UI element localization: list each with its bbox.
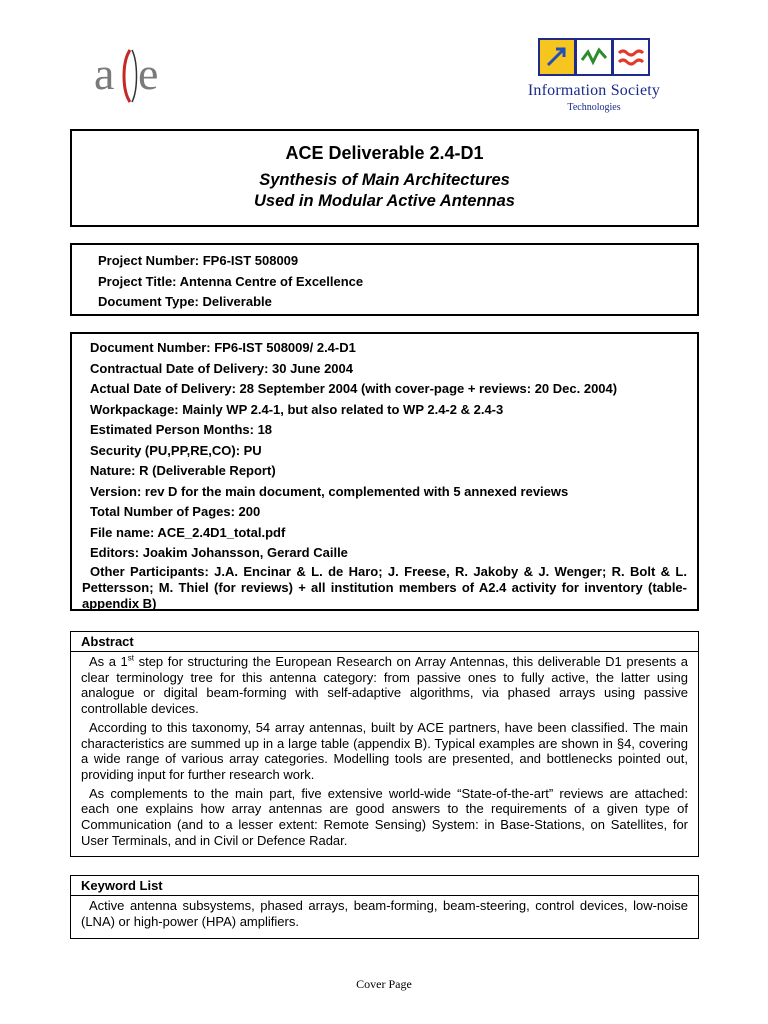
ist-logo-name: Information Society (527, 82, 661, 99)
project-title: Project Title: Antenna Centre of Excellence (98, 273, 364, 289)
abstract-p1-rest: step for structuring the European Research on Array Antennas, this deliverable D1 presents a clear terminology tree for this antenna category: from passive ones to fully active, the latter using analogue or digital beam-forming with self-adaptive algorithms, via phased arrays using passive controllable devices. (81, 654, 688, 717)
keyword-heading: Keyword List (71, 876, 698, 896)
ist-logo (510, 36, 678, 116)
abstract-paragraph-2: According to this taxonomy, 54 array antennas, built by ACE partners, have been classified. The main characteristics are summed up in a large table (appendix B). Typical examples are shown in §4, covering a wide range of various array categories. Modelling tools are presented, and bottlenecks pointed out, providing input for further research work. (81, 719, 688, 782)
subtitle-line-1: Synthesis of Main Architectures (259, 171, 510, 189)
file-name: File name: ACE_2.4D1_total.pdf (90, 524, 286, 540)
person-months: Estimated Person Months: 18 (90, 422, 273, 437)
abstract-paragraph-3: As complements to the main part, five extensive world-wide “State-of-the-art” reviews are attached: each one explains how array antennas are good answers to the requirements of a given type of Communication (and to a lesser extent: Remote Sensing) System: in Base-Stations, on Satellites, for User Terminals, and in Civil or Defence Radar. (81, 785, 688, 848)
ist-logo-sub: Technologies (567, 102, 621, 113)
security: Security (PU,PP,RE,CO): PU (90, 442, 262, 458)
other-participants (82, 564, 687, 612)
total-pages: Total Number of Pages: 200 (90, 504, 261, 519)
page-footer: Cover Page (356, 977, 412, 991)
document-type: Document Type: Deliverable (98, 294, 272, 309)
editors: Editors: Joakim Johansson, Gerard Caille (90, 545, 348, 560)
document-number: Document Number: FP6-IST 508009/ 2.4-D1 (90, 340, 356, 355)
abstract-heading: Abstract (71, 632, 698, 652)
other-participants-text: Other Participants: J.A. Encinar & L. de Haro; J. Freese, R. Jakoby & J. Wenger; R. Bolt & L. Pettersson; M. Thiel (for reviews) + all institution members of A2.4 activity for inventory (table-appendix B) (82, 563, 687, 611)
nature: Nature: R (Deliverable Report) (90, 463, 276, 478)
keyword-text: Active antenna subsystems, phased arrays, beam-forming, beam-steering, control devices, low-noise (LNA) or high-power (HPA) amplifiers. (81, 898, 688, 929)
abstract-paragraph-1 (81, 654, 688, 717)
ace-logo-letter-e: e (138, 48, 159, 99)
project-info-box (70, 243, 699, 316)
subtitle-line-2: Used in Modular Active Antennas (254, 192, 515, 210)
abstract-body (71, 652, 698, 853)
ace-logo-bars-icon (122, 48, 138, 104)
abstract-p1-start: As a 1 (89, 654, 128, 669)
contractual-date: Contractual Date of Delivery: 30 June 2004 (90, 360, 353, 376)
abstract-p1-sup: st (127, 653, 135, 663)
abstract-section (70, 631, 699, 857)
keyword-body (71, 896, 698, 934)
project-number: Project Number: FP6-IST 508009 (98, 253, 299, 268)
version: Version: rev D for the main document, complemented with 5 annexed reviews (90, 483, 569, 499)
workpackage: Workpackage: Mainly WP 2.4-1, but also related to WP 2.4-2 & 2.4-3 (90, 401, 504, 417)
keyword-section (70, 875, 699, 939)
ace-logo-letter-a: a (94, 48, 115, 99)
document-subtitle (72, 170, 697, 212)
title-box (70, 129, 699, 227)
document-info-box (70, 332, 699, 611)
document-title: ACE Deliverable 2.4-D1 (285, 143, 484, 163)
ace-logo (92, 48, 172, 104)
actual-date: Actual Date of Delivery: 28 September 2004 (with cover-page + reviews: 20 Dec. 2004) (90, 381, 618, 396)
ist-logo-boxes-icon (538, 38, 650, 78)
